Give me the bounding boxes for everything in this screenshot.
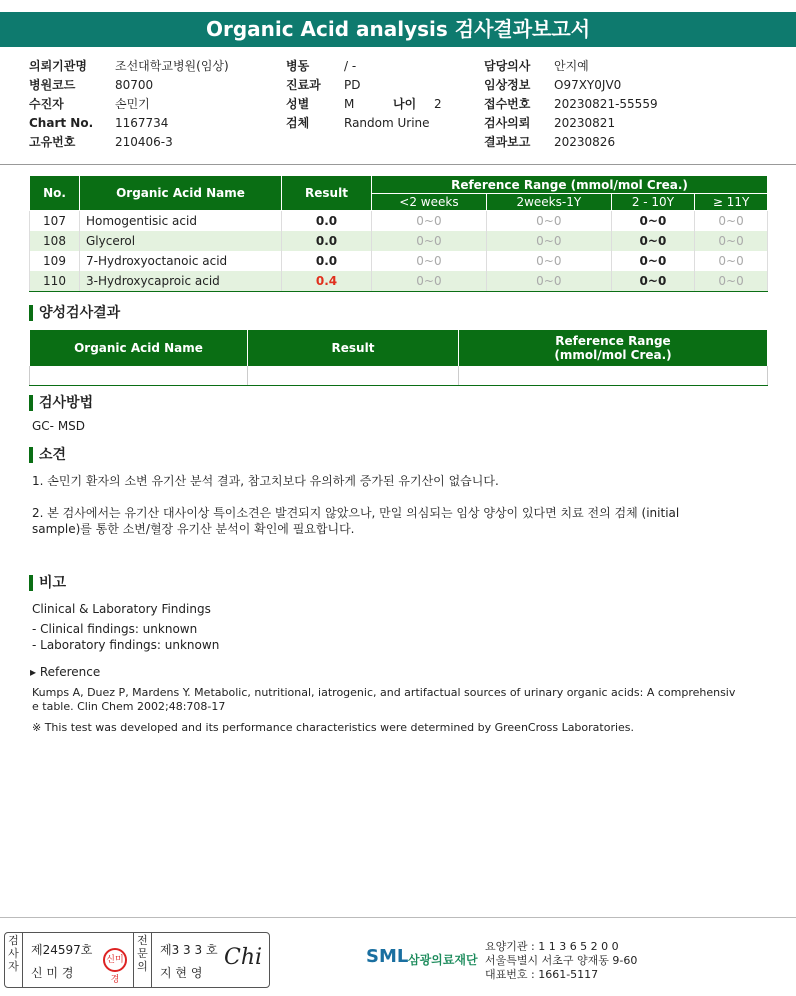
info-row bbox=[29, 114, 229, 133]
reference-line1: Kumps A, Duez P, Mardens Y. Metabolic, nutritional, iatrogenic, and artifactual sources of urinary organic acids: A comprehensiv bbox=[32, 686, 736, 699]
patient-info-left bbox=[29, 57, 229, 152]
col-no: No. bbox=[30, 176, 80, 211]
finding-p2-line2: sample)를 통한 소변/혈장 유기산 분석이 확인에 필요합니다. bbox=[32, 522, 355, 536]
col-name: Organic Acid Name bbox=[80, 176, 282, 211]
signature-box bbox=[4, 932, 270, 988]
info-value: 1167734 bbox=[115, 116, 169, 130]
lab-street: 서울특별시 서초구 양재동 9-60 bbox=[485, 954, 638, 967]
info-label: Chart No. bbox=[29, 116, 94, 130]
examiner-cell bbox=[23, 933, 134, 987]
pos-ref-line1: Reference Range bbox=[555, 334, 671, 348]
cell-range-1: 0~0 bbox=[372, 271, 487, 292]
reference-line2: e table. Clin Chem 2002;48:708-17 bbox=[32, 700, 226, 713]
cell-range-1: 0~0 bbox=[372, 231, 487, 251]
age-label: 나이 bbox=[393, 97, 417, 111]
info-label: 진료과 bbox=[286, 78, 321, 92]
results-table bbox=[29, 175, 768, 292]
info-row bbox=[484, 133, 658, 152]
cell-result: 0.0 bbox=[282, 231, 372, 251]
cell-range-1: 0~0 bbox=[372, 211, 487, 232]
finding-p2-line1: 2. 본 검사에서는 유기산 대사이상 특이소견은 발견되지 않았으나, 만일 의심되는 임상 양상이 있다면 치료 전의 검체 (initial bbox=[32, 506, 680, 520]
cell-no: 108 bbox=[30, 231, 80, 251]
cell-result: 0.0 bbox=[282, 251, 372, 271]
info-row bbox=[29, 57, 229, 76]
info-label: 결과보고 bbox=[484, 135, 531, 149]
table-row bbox=[30, 231, 768, 251]
remarks-line3: - Laboratory findings: unknown bbox=[32, 638, 220, 652]
report-title: Organic Acid analysis 검사결과보고서 bbox=[0, 12, 796, 47]
footer-divider bbox=[0, 917, 796, 918]
specialist-label: 전문의 bbox=[134, 933, 152, 988]
positive-section-title: 양성검사결과 bbox=[29, 305, 120, 321]
info-label: 의뢰기관명 bbox=[29, 59, 87, 73]
info-value: O97XY0JV0 bbox=[554, 78, 622, 92]
remarks-line1: Clinical & Laboratory Findings bbox=[32, 602, 211, 616]
lab-address bbox=[485, 940, 637, 982]
pos-col-result: Result bbox=[248, 330, 459, 366]
cell-range-2: 0~0 bbox=[486, 211, 611, 232]
lab-code: 요양기관 : 1 1 3 6 5 2 0 0 bbox=[485, 940, 619, 953]
table-row bbox=[30, 211, 768, 232]
method-section-title: 검사방법 bbox=[29, 395, 93, 411]
positive-table bbox=[29, 330, 768, 386]
info-label: 담당의사 bbox=[484, 59, 531, 73]
cell-name: Homogentisic acid bbox=[80, 211, 282, 232]
cell-range-3: 0~0 bbox=[611, 211, 694, 232]
examiner-name: 신 미 경 bbox=[31, 966, 74, 980]
info-label: 임상정보 bbox=[484, 78, 531, 92]
info-value: / - bbox=[344, 59, 357, 73]
test-note: ※ This test was developed and its performance characteristics were determined by GreenCross Laboratories. bbox=[32, 721, 635, 734]
cell-range-2: 0~0 bbox=[486, 251, 611, 271]
cell-name: 3-Hydroxycaproic acid bbox=[80, 271, 282, 292]
info-row bbox=[484, 76, 658, 95]
cell-range-3: 0~0 bbox=[611, 231, 694, 251]
info-row bbox=[286, 76, 430, 95]
info-row bbox=[29, 76, 229, 95]
info-value: PD bbox=[344, 78, 361, 92]
specialist-cell bbox=[152, 933, 268, 987]
info-label: 성별 bbox=[286, 97, 310, 111]
info-label: 검사의뢰 bbox=[484, 116, 531, 130]
cell-result: 0.0 bbox=[282, 211, 372, 232]
info-label: 수진자 bbox=[29, 97, 64, 111]
cell-range-1: 0~0 bbox=[372, 251, 487, 271]
lab-phone: 대표번호 : 1661-5117 bbox=[485, 968, 599, 981]
table-row bbox=[30, 366, 768, 386]
cell-range-4: 0~0 bbox=[695, 271, 768, 292]
info-label: 병동 bbox=[286, 59, 310, 73]
age-field bbox=[393, 95, 442, 112]
col-range-3: 2 - 10Y bbox=[611, 194, 694, 211]
specialist-signature: Chi bbox=[224, 945, 263, 970]
lab-name: 삼광의료재단 bbox=[408, 953, 478, 967]
specialist-license: 제3 3 3 호 bbox=[160, 943, 218, 957]
info-value: 210406-3 bbox=[115, 135, 173, 149]
info-row bbox=[29, 95, 229, 114]
examiner-stamp: 신미경 bbox=[103, 948, 127, 972]
info-value: M bbox=[344, 97, 355, 111]
reference-label: ▸ Reference bbox=[30, 665, 101, 679]
cell-range-4: 0~0 bbox=[695, 251, 768, 271]
pos-ref-line2: (mmol/mol Crea.) bbox=[554, 348, 672, 362]
col-result: Result bbox=[282, 176, 372, 211]
method-text: GC- MSD bbox=[32, 419, 86, 433]
col-range-4: ≥ 11Y bbox=[695, 194, 768, 211]
info-value: 20230826 bbox=[554, 135, 616, 149]
info-row bbox=[484, 57, 658, 76]
cell-range-3: 0~0 bbox=[611, 271, 694, 292]
remarks-section-title: 비고 bbox=[29, 575, 66, 591]
header-divider bbox=[0, 164, 796, 165]
info-row bbox=[286, 57, 430, 76]
examiner-label: 검사자 bbox=[5, 933, 23, 988]
remarks-line2: - Clinical findings: unknown bbox=[32, 622, 198, 636]
cell-range-3: 0~0 bbox=[611, 251, 694, 271]
cell-name: 7-Hydroxyoctanoic acid bbox=[80, 251, 282, 271]
col-range-1: <2 weeks bbox=[372, 194, 487, 211]
cell-range-2: 0~0 bbox=[486, 231, 611, 251]
patient-info-right bbox=[484, 57, 658, 152]
info-row bbox=[484, 95, 658, 114]
info-value: 80700 bbox=[115, 78, 154, 92]
cell-result: 0.4 bbox=[282, 271, 372, 292]
pos-col-reference bbox=[459, 330, 768, 366]
finding-section-title: 소견 bbox=[29, 447, 66, 463]
finding-p1: 1. 손민기 환자의 소변 유기산 분석 결과, 참고치보다 유의하게 증가된 유기산이 없습니다. bbox=[32, 474, 499, 488]
table-row bbox=[30, 251, 768, 271]
col-reference: Reference Range (mmol/mol Crea.) bbox=[372, 176, 768, 194]
table-row bbox=[30, 271, 768, 292]
cell-no: 109 bbox=[30, 251, 80, 271]
cell-range-2: 0~0 bbox=[486, 271, 611, 292]
age-value: 2 bbox=[434, 97, 442, 111]
info-label: 병원코드 bbox=[29, 78, 76, 92]
info-row bbox=[286, 114, 430, 133]
info-value: 손민기 bbox=[115, 97, 150, 111]
info-value: 조선대학교병원(임상) bbox=[115, 59, 229, 73]
info-label: 고유번호 bbox=[29, 135, 76, 149]
info-label: 접수번호 bbox=[484, 97, 531, 111]
info-value: 20230821 bbox=[554, 116, 616, 130]
info-value: 안지예 bbox=[554, 59, 589, 73]
lab-logo: SML bbox=[366, 946, 409, 967]
info-label: 검체 bbox=[286, 116, 310, 130]
cell-name: Glycerol bbox=[80, 231, 282, 251]
info-row bbox=[484, 114, 658, 133]
info-value: 20230821-55559 bbox=[554, 97, 658, 111]
info-value: Random Urine bbox=[344, 116, 430, 130]
cell-range-4: 0~0 bbox=[695, 211, 768, 232]
specialist-name: 지 현 영 bbox=[160, 966, 203, 980]
examiner-license: 제24597호 bbox=[31, 943, 93, 957]
cell-range-4: 0~0 bbox=[695, 231, 768, 251]
info-row bbox=[29, 133, 229, 152]
cell-no: 107 bbox=[30, 211, 80, 232]
col-range-2: 2weeks-1Y bbox=[486, 194, 611, 211]
pos-col-name: Organic Acid Name bbox=[30, 330, 248, 366]
cell-no: 110 bbox=[30, 271, 80, 292]
